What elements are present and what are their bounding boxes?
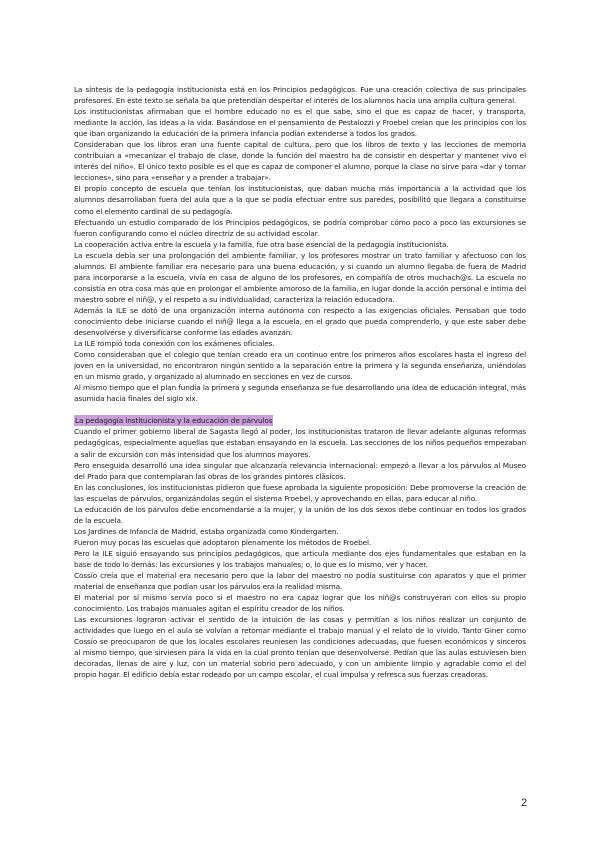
paragraph: Fueron muy pocas las escuelas que adoptaron plenamente los métodos de Froebel. [74, 537, 372, 547]
paragraph: Además la ILE se dotó de una organización interna autónoma con respecto a las exigencias oficiales. Pensaban que todo conocimiento debe iniciarse cuando el niñ@ llega a la escuela, en el grado que pueda comprenderlo, y que este saber debe desenvolverse y diversificarse conforme las edades avanzan. [74, 305, 526, 338]
section-spacer [74, 404, 526, 415]
paragraph: Cossío creía que el material era necesario pero que la labor del maestro no podía sustituirse con aparatos y que el primer material de enseñanza que podían usar los párvulos era la realidad misma. [74, 571, 526, 592]
paragraph: El material por sí mismo servía poco si el maestro no era capaz lograr que los niñ@s construyeran con ellos su propio conocimiento. Los trabajos manuales agitan el espíritu creador de los niños. [74, 593, 526, 614]
paragraph: La educación de los párvulos debe encomendarse a la mujer, y la unión de los dos sexos debe continuar en todos los grados de la escuela. [74, 504, 526, 525]
paragraph: El propio concepto de escuela que tenían los institucionistas, que daban mucha más importancia a la actividad que los alumnos desarrollaban fuera del aula que a la que se podía efectuar entre sus paredes, posibilitó que llegara a constituirse como el elemento cardinal de su pedagogía. [74, 184, 526, 216]
paragraph: Cuando el primer gobierno liberal de Sagasta llegó al poder, los institucionistas trataron de llevar adelante algunas reformas pedagógicas, especialmente aquellas que estaban ensayando en la escuela. Las secciones de los niños pequeños empezaban a salir de excursión con más intensidad que los alumnos mayores. [74, 427, 526, 459]
paragraph: Consideraban que los libros eran una fuente capital de cultura, pero que los libros de texto y las lecciones de memoria contribuían a «mecanizar el trabajo de clase, donde la función del maestro ha de consistir en despertar y mantener vivo el interés del niño». El único texto posible es el que es capaz de componer el alumno, porque la clase no sirve para «dar y tomar lecciones», sino para «enseñar y a prender a trabajar». [74, 140, 526, 183]
document-body [74, 84, 526, 680]
paragraph: La cooperación activa entre la escuela y la familia, fue otra base esencial de la pedagogía institucionista. [74, 239, 449, 249]
section-heading-wrap [74, 415, 526, 426]
paragraph: Efectuando un estudio comparado de los Principios pedagógicos, se podría comprobar cómo poco a poco las excursiones se fueron configurando como el núcleo directriz de su actividad escolar. [74, 217, 526, 238]
paragraph: La síntesis de la pedagogía institucionista está en los Principios pedagógicos. Fue una creación colectiva de sus principales profesores. En este texto se señala ba que pretendían despertar el interés de los alumnos hacia una amplia cultura general. [74, 85, 526, 106]
paragraph: Al mismo tiempo que el plan fundía la primera y segunda enseñanza se fue desarrollando una idea de educación integral, más asumida hacia finales del siglo xix. [74, 383, 526, 404]
section-principios [74, 84, 526, 404]
paragraph: Como consideraban que el colegio que tenían creado era un continuo entre los primeros años escolares hasta el ingreso del joven en la universidad, no encontraron ningún sentido a la separación entre la primera y la segunda enseñanza, uniéndolas en un mismo grado, y organizado al alumnado en secciones en vez de cursos. [74, 350, 526, 382]
paragraph: Los Jardines de Infancia de Madrid, estaba organizada como Kindergarten. [74, 526, 339, 536]
paragraph: Las excursiones lograron activar el sentido de la intuición de las cosas y permitían a los niños realizar un conjunto de actividades que luego en el aula se volvían a retomar mediante el trabajo manual y el relato de lo vivido. Tanto Giner como Cossío se preocuparon de que los locales escolares reuniesen las condiciones adecuadas, que fuesen económicos y sinceros al mismo tiempo, que sirviesen para la vida en la cual pronto tenían que desenvolverse. Pedían que las aulas estuviesen bien decoradas, llenas de aire y luz, con un material sobrio pero adecuado, y con un ambiente limpio y agradable como el del propio hogar. El edificio debía estar rodeado por un campo escolar, el cual impulsa y refresca sus fuerzas creadoras. [74, 615, 526, 680]
paragraph: Los institucionistas afirmaban que el hombre educado no es el que sabe, sino el que es capaz de hacer, y transporta, mediante la acción, las ideas a la vida. Basándose en el pensamiento de Pestalozzi y Froebel creían que los principios con los que iban organizando la educación de la primera infancia podían extenderse a todos los grados. [74, 107, 526, 139]
paragraph: En las conclusiones, los institucionistas pidieron que fuese aprobada la siguiente proposición: Debe promoverse la creación de las escuelas de párvulos, organizándolas según el sistema Froebel, y aprovechando en ellas, para educar al niño. [74, 482, 526, 503]
section-heading: La pedagogía institucionista y la educación de párvulos [75, 416, 273, 426]
page-number: 2 [521, 797, 528, 809]
section-parvulos [74, 415, 526, 680]
paragraph: La escuela debía ser una prolongación del ambiente familiar, y los profesores mostrar un trato familiar y afectuoso con los alumnos. El ambiente familiar era necesario para una buena educación, y si cuando un alumno llegaba de fuera de Madrid para incorporarse a la escuela, vivía en casa de alguno de los profesores, en compañía de otros muchach@s. La escuela no consistía en otra cosa más que en prolongar el ambiente amoroso de la familia, en lugar donde la acción personal e íntima del maestro sobre el niñ@, y el respeto a su individualidad, caracteriza la relación educadora. [74, 250, 526, 304]
paragraph: Pero la ILE siguió ensayando sus principios pedagógicos, que articula mediante dos ejes fundamentales que estaban en la base de todo lo demás: las excursiones y los trabajos manuales; o, lo que es lo mismo, ver y hacer. [74, 548, 526, 569]
paragraph: La ILE rompió toda conexión con los exámenes oficiales. [74, 339, 275, 349]
paragraph: Pero enseguida desarrolló una idea singular que alcanzaría relevancia internacional: empezó a llevar a los párvulos al Museo del Prado para que contemplaran las obras de los grandes pintores clásicos. [74, 460, 526, 481]
